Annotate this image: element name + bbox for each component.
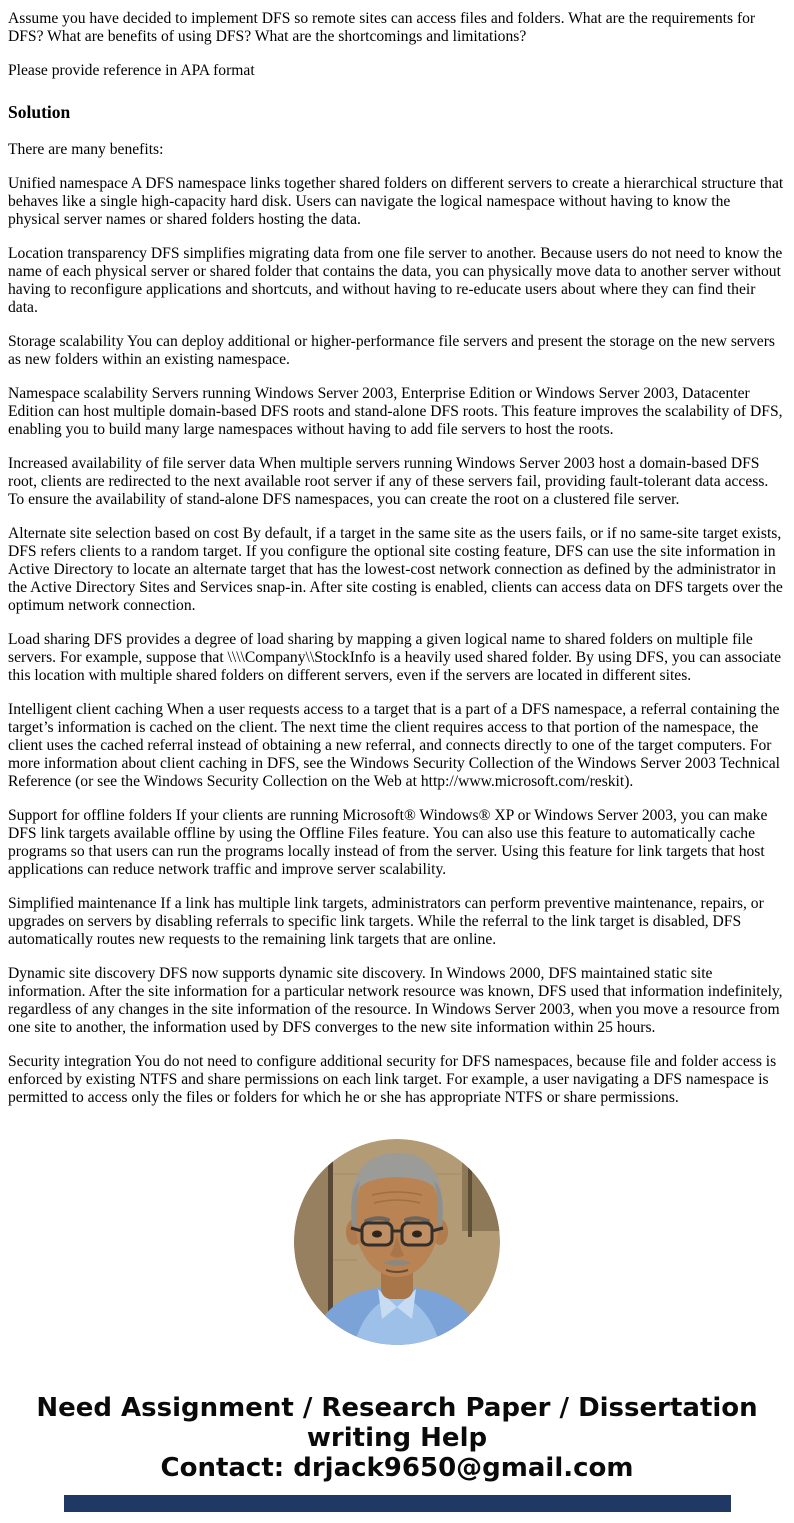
profile-photo xyxy=(294,1139,500,1345)
help-heading: Need Assignment / Research Paper / Dissertation writing Help xyxy=(36,1393,758,1453)
benefits-intro: There are many benefits: xyxy=(8,141,164,158)
benefit-paragraph-intelligent-client-caching: Intelligent client caching When a user requests access to a target that is a part of a DFS namespace, a referral containing the target’s information is cached on the client. The next time the client requires access to that portion of the namespace, the client uses the cached referral instead of obtaining a new referral, and connects directly to one of the target computers. For more information about client caching in DFS, see the Windows Security Collection of the Windows Server 2003 Technical Reference (or see the Windows Security Collection on the Web at http://www.microsoft.com/reskit). xyxy=(8,701,780,790)
benefit-paragraph-offline-folders: Support for offline folders If your clients are running Microsoft® Windows® XP or Windows Server 2003, you can make DFS link targets available offline by using the Offline Files feature. You can also use this feature to automatically cache programs so that users can run the programs locally instead of from the server. Using this feature for link targets that host applications can reduce network traffic and improve server scalability. xyxy=(8,807,768,878)
profile-photo-image xyxy=(294,1139,500,1345)
benefit-paragraph-security-integration: Security integration You do not need to configure additional security for DFS namespaces, because file and folder access is enforced by existing NTFS and share permissions on each link target. For example, a user navigating a DFS namespace is permitted to access only the files or folders for which he or she has appropriate NTFS or share permissions. xyxy=(8,1053,777,1106)
benefit-paragraph-dynamic-site-discovery: Dynamic site discovery DFS now supports dynamic site discovery. In Windows 2000, DFS maintained static site information. After the site information for a particular network resource was known, DFS used that information indefinitely, regardless of any changes in the site information of the resource. In Windows Server 2003, when you move a resource from one site to another, the information used by DFS converges to the new site information within 25 hours. xyxy=(8,965,783,1036)
contact-text: Contact: drjack9650@gmail.com xyxy=(160,1453,634,1483)
benefit-paragraph-location-transparency: Location transparency DFS simplifies migrating data from one file server to another. Because users do not need to know the name of each physical server or shared folder that contains the data, you can physically move data to another server without having to reconfigure applications and shortcuts, and without having to re-educate users about where they can find their data. xyxy=(8,245,783,316)
benefit-paragraph-increased-availability: Increased availability of file server data When multiple servers running Windows Server 2003 host a domain-based DFS root, clients are redirected to the next available root server if any of these servers fail, providing fault-tolerant data access. To ensure the availability of stand-alone DFS namespaces, you can create the root on a clustered file server. xyxy=(8,455,769,508)
benefit-paragraph-unified-namespace: Unified namespace A DFS namespace links together shared folders on different servers to create a hierarchical structure that behaves like a single high-capacity hard disk. Users can navigate the logical namespace without having to know the physical server names or shared folders hosting the data. xyxy=(8,175,784,228)
question-text: Assume you have decided to implement DFS so remote sites can access files and folders. What are the requirements for DFS? What are benefits of using DFS? What are the shortcomings and limitations? xyxy=(8,10,756,45)
solution-heading: Solution xyxy=(8,102,71,122)
benefit-paragraph-simplified-maintenance: Simplified maintenance If a link has multiple link targets, administrators can perform preventive maintenance, repairs, or upgrades on servers by disabling referrals to specific link targets. While the referral to the link target is disabled, DFS automatically routes new requests to the remaining link targets that are online. xyxy=(8,895,764,948)
footer xyxy=(8,1393,786,1483)
benefit-paragraph-storage-scalability: Storage scalability You can deploy additional or higher-performance file servers and present the storage on the new servers as new folders within an existing namespace. xyxy=(8,333,775,368)
benefit-paragraph-load-sharing: Load sharing DFS provides a degree of load sharing by mapping a given logical name to shared folders on multiple file servers. For example, suppose that \\\\Company\\StockInfo is a heavily used shared folder. By using DFS, you can associate this location with multiple shared folders on different servers, even if the servers are located in different sites. xyxy=(8,631,782,684)
benefit-paragraph-namespace-scalability: Namespace scalability Servers running Windows Server 2003, Enterprise Edition or Windows Server 2003, Datacenter Edition can host multiple domain-based DFS roots and stand-alone DFS roots. This feature improves the scalability of DFS, enabling you to build many large namespaces without having to add file servers to host the roots. xyxy=(8,385,783,438)
footer-bar xyxy=(64,1495,731,1512)
benefit-paragraph-alternate-site-selection: Alternate site selection based on cost By default, if a target in the same site as the users fails, or if no same-site target exists, DFS refers clients to a random target. If you configure the optional site costing feature, DFS can use the site information in Active Directory to locate an alternate target that has the lowest-cost network connection as defined by the administrator in the Active Directory Sites and Services snap-in. After site costing is enabled, clients can access data on DFS targets over the optimum network connection. xyxy=(8,525,783,614)
reference-request: Please provide reference in APA format xyxy=(8,62,255,79)
